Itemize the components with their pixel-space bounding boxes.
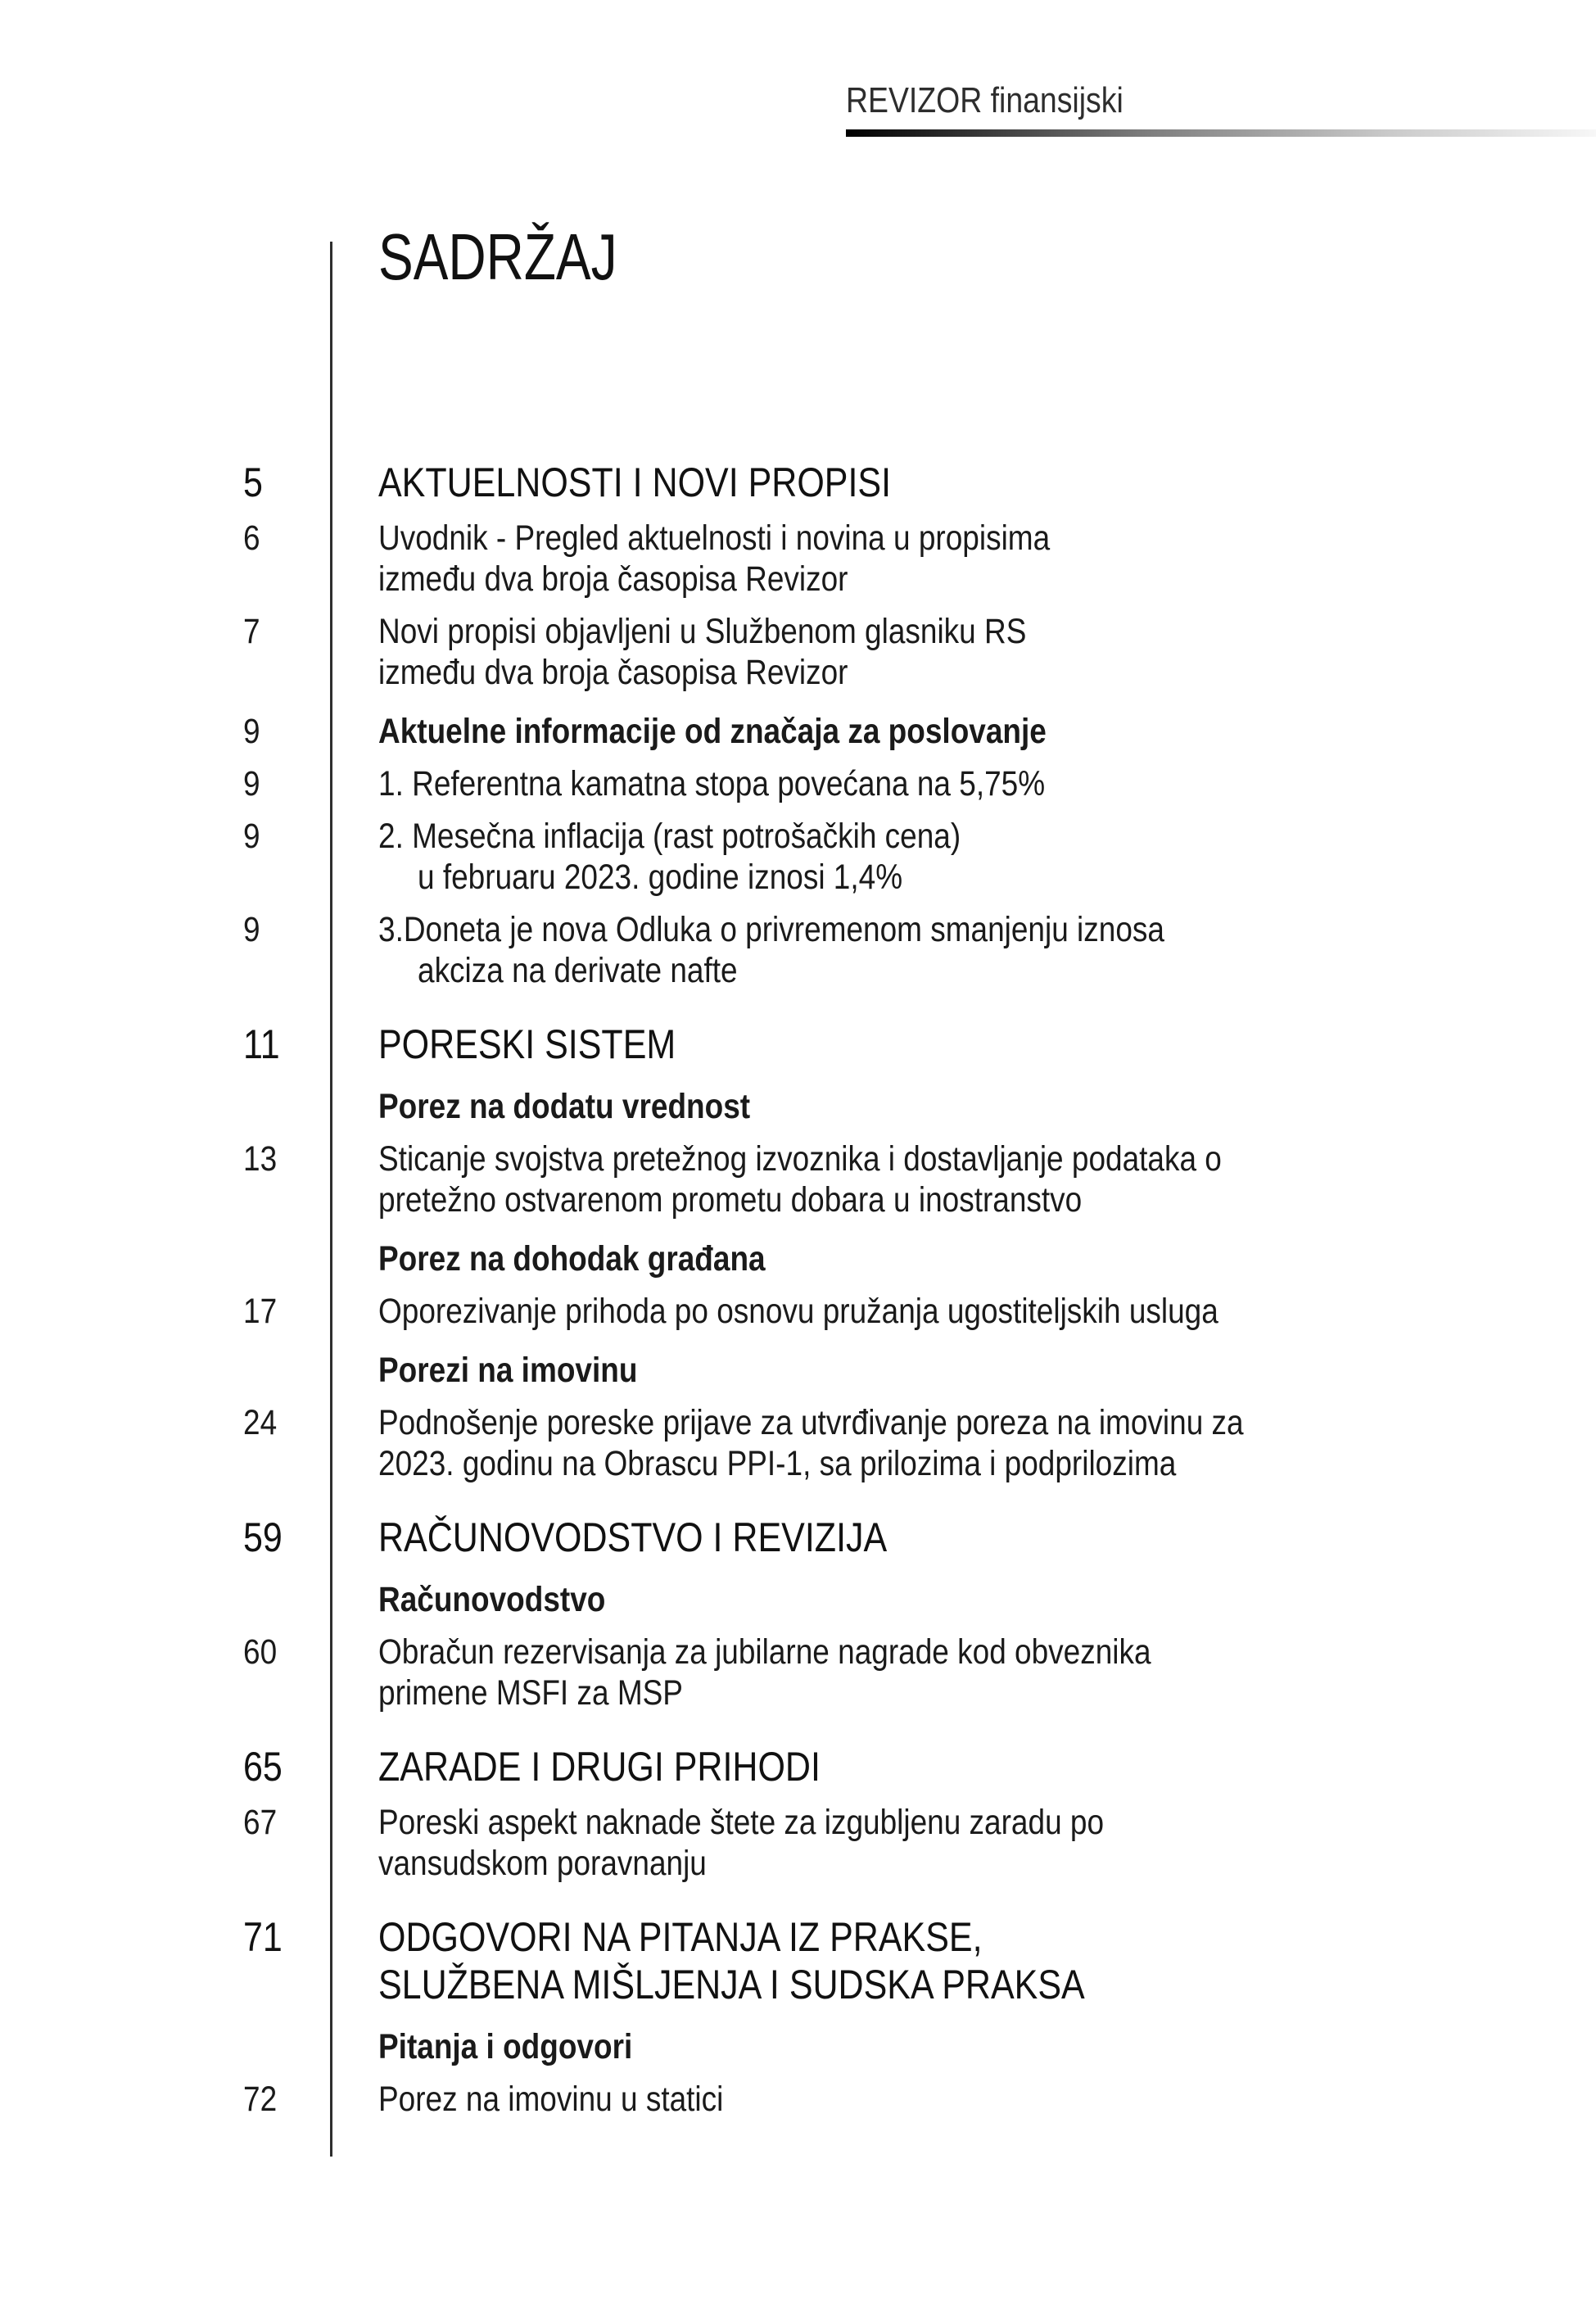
toc-row	[243, 1514, 1521, 1561]
toc-entry-line	[378, 1138, 1521, 1179]
toc-row	[243, 611, 1521, 693]
toc-page-number-text: 59	[243, 1514, 283, 1560]
toc-page-number	[243, 1743, 378, 1790]
toc-entry-line-text: Porez na imovinu u statici	[378, 2080, 724, 2119]
toc-entry-line	[378, 909, 1521, 950]
toc-entry	[378, 2079, 1521, 2120]
toc-page-number-text: 9	[243, 764, 260, 803]
toc-row	[243, 1086, 1521, 1127]
toc-entry-line	[378, 518, 1521, 559]
toc-entry-line-text: ZARADE I DRUGI PRIHODI	[378, 1744, 821, 1790]
toc-entry-line-text: Oporezivanje prihoda po osnovu pružanja ugostiteljskih usluga	[378, 1292, 1218, 1331]
toc-page-number	[243, 1291, 378, 1332]
toc-entry-line	[378, 559, 1521, 600]
toc-entry-line	[418, 950, 1521, 991]
toc-page-number	[243, 1238, 378, 1279]
toc-entry	[378, 459, 1521, 506]
header-brand	[846, 80, 1173, 121]
toc-entry-line-text: SLUŽBENA MIŠLJENJA I SUDSKA PRAKSA	[378, 1962, 1085, 2007]
toc-page-number	[243, 1579, 378, 1620]
toc-row	[243, 2079, 1521, 2120]
toc-page-number-text: 24	[243, 1403, 278, 1442]
toc-row	[243, 816, 1521, 898]
toc-page-number	[243, 611, 378, 652]
toc-entry-line-text: PORESKI SISTEM	[378, 1021, 676, 1067]
toc-row	[243, 1913, 1521, 2008]
toc-entry-line	[378, 1443, 1521, 1484]
header-brand-text: REVIZOR finansijski	[846, 80, 1124, 120]
toc-page-number	[243, 2026, 378, 2067]
toc-entry-line-text: akciza na derivate nafte	[418, 951, 738, 990]
toc-entry-line-text: u februaru 2023. godine iznosi 1,4%	[418, 858, 903, 897]
toc-entry	[378, 1632, 1521, 1713]
toc-entry-line-text: Uvodnik - Pregled aktuelnosti i novina u propisima	[378, 518, 1051, 558]
toc-row	[243, 1350, 1521, 1391]
toc-page-number-text: 9	[243, 817, 260, 856]
toc-page-number	[243, 518, 378, 559]
toc-entry-line	[378, 1843, 1521, 1884]
toc-entry-line	[378, 1238, 1521, 1279]
toc-page-number	[243, 1802, 378, 1843]
toc-entry-line-text: Pitanja i odgovori	[378, 2027, 633, 2066]
toc-page-number-text: 7	[243, 612, 260, 651]
table-of-contents	[243, 459, 1521, 2120]
toc-entry-line	[378, 1402, 1521, 1443]
toc-page-number-text: 72	[243, 2080, 278, 2119]
toc-entry	[378, 1086, 1521, 1127]
toc-entry-line	[378, 711, 1521, 752]
toc-page-number-text: 60	[243, 1632, 278, 1672]
toc-entry-line	[378, 1802, 1521, 1843]
toc-entry-line-text: 2023. godinu na Obrascu PPI-1, sa prilozima i podprilozima	[378, 1444, 1177, 1483]
toc-entry-line-text: Obračun rezervisanja za jubilarne nagrade kod obveznika	[378, 1632, 1151, 1672]
toc-entry	[378, 909, 1521, 991]
toc-entry-line	[378, 763, 1521, 804]
toc-entry	[378, 518, 1521, 600]
toc-page-number-text: 9	[243, 712, 260, 751]
toc-page-number	[243, 763, 378, 804]
toc-row	[243, 1291, 1521, 1332]
toc-row	[243, 1021, 1521, 1068]
toc-entry-line	[378, 1291, 1521, 1332]
toc-entry	[378, 1350, 1521, 1391]
toc-entry-line	[378, 1514, 1521, 1561]
toc-row	[243, 1138, 1521, 1220]
toc-entry-line-text: Porezi na imovinu	[378, 1351, 638, 1390]
toc-entry	[378, 711, 1521, 752]
toc-entry-line	[378, 2026, 1521, 2067]
page-title	[378, 221, 677, 293]
toc-entry-line-text: Porez na dodatu vrednost	[378, 1087, 751, 1126]
toc-entry	[378, 1743, 1521, 1790]
toc-entry-line	[418, 857, 1521, 898]
toc-entry-line	[378, 1086, 1521, 1127]
toc-page-number	[243, 2079, 378, 2120]
toc-page-number-text: 67	[243, 1803, 278, 1842]
toc-entry-line-text: Aktuelne informacije od značaja za poslovanje	[378, 712, 1047, 751]
toc-page-number-text: 65	[243, 1744, 283, 1790]
toc-entry-line-text: između dva broja časopisa Revizor	[378, 653, 848, 692]
toc-entry	[378, 1291, 1521, 1332]
toc-entry-line-text: Sticanje svojstva pretežnog izvoznika i dostavljanje podataka o	[378, 1139, 1222, 1179]
toc-entry-line-text: Novi propisi objavljeni u Službenom glasniku RS	[378, 612, 1027, 651]
toc-entry	[378, 763, 1521, 804]
toc-page-number	[243, 816, 378, 857]
toc-page-number-text: 71	[243, 1914, 283, 1960]
toc-entry-line	[378, 652, 1521, 693]
toc-entry-line-text: AKTUELNOSTI I NOVI PROPISI	[378, 459, 892, 505]
toc-entry-line-text: Porez na dohodak građana	[378, 1239, 766, 1279]
page-title-text: SADRŽAJ	[378, 220, 617, 293]
toc-page-number	[243, 1632, 378, 1672]
toc-page-number	[243, 1138, 378, 1179]
toc-page-number	[243, 1402, 378, 1443]
toc-entry-line-text: 2. Mesečna inflacija (rast potrošačkih cena)	[378, 817, 961, 856]
toc-page-number	[243, 1350, 378, 1391]
toc-entry-line	[378, 1672, 1521, 1713]
toc-entry-line	[378, 1579, 1521, 1620]
toc-row	[243, 1743, 1521, 1790]
toc-entry-line-text: pretežno ostvarenom prometu dobara u inostranstvo	[378, 1180, 1083, 1220]
toc-entry-line-text: Poreski aspekt naknade štete za izgubljenu zaradu po	[378, 1803, 1105, 1842]
toc-entry	[378, 1402, 1521, 1484]
toc-row	[243, 909, 1521, 991]
toc-entry	[378, 1913, 1521, 2008]
toc-entry	[378, 2026, 1521, 2067]
toc-entry-line	[378, 1179, 1521, 1220]
toc-entry-line-text: ODGOVORI NA PITANJA IZ PRAKSE,	[378, 1914, 983, 1960]
toc-page-number	[243, 711, 378, 752]
toc-row	[243, 1238, 1521, 1279]
toc-entry-line	[378, 1632, 1521, 1672]
toc-entry	[378, 1238, 1521, 1279]
toc-page-number-text: 9	[243, 910, 260, 949]
toc-entry-line-text: Podnošenje poreske prijave za utvrđivanje poreza na imovinu za	[378, 1403, 1244, 1442]
toc-entry-line-text: RAČUNOVODSTVO I REVIZIJA	[378, 1514, 888, 1560]
toc-entry-line-text: primene MSFI za MSP	[378, 1673, 683, 1713]
toc-row	[243, 1802, 1521, 1884]
toc-page-number	[243, 1913, 378, 1961]
toc-row	[243, 711, 1521, 752]
toc-entry	[378, 1802, 1521, 1884]
toc-entry-line	[378, 1961, 1521, 2008]
toc-entry	[378, 1579, 1521, 1620]
toc-entry-line-text: 3.Doneta je nova Odluka o privremenom smanjenju iznosa	[378, 910, 1164, 949]
toc-row	[243, 2026, 1521, 2067]
toc-page-number	[243, 1514, 378, 1561]
toc-entry-line	[378, 816, 1521, 857]
toc-entry	[378, 611, 1521, 693]
toc-page-number	[243, 1086, 378, 1127]
toc-entry-line	[378, 1913, 1521, 1961]
toc-row	[243, 1632, 1521, 1713]
toc-page-number	[243, 459, 378, 506]
toc-entry-line	[378, 611, 1521, 652]
toc-entry	[378, 1021, 1521, 1068]
toc-entry-line	[378, 459, 1521, 506]
toc-row	[243, 1402, 1521, 1484]
toc-row	[243, 1579, 1521, 1620]
toc-page-number-text: 5	[243, 459, 263, 505]
toc-entry-line	[378, 1743, 1521, 1790]
toc-row	[243, 459, 1521, 506]
header-gradient-rule	[846, 129, 1596, 137]
toc-entry-line	[378, 1350, 1521, 1391]
toc-entry-line-text: vansudskom poravnanju	[378, 1844, 707, 1883]
toc-page-number-text: 17	[243, 1292, 278, 1331]
toc-entry	[378, 816, 1521, 898]
toc-entry-line	[378, 1021, 1521, 1068]
toc-row	[243, 763, 1521, 804]
toc-entry	[378, 1138, 1521, 1220]
toc-entry	[378, 1514, 1521, 1561]
toc-entry-line	[378, 2079, 1521, 2120]
toc-page-number-text: 13	[243, 1139, 278, 1179]
toc-row	[243, 518, 1521, 600]
toc-entry-line-text: između dva broja časopisa Revizor	[378, 559, 848, 599]
toc-entry-line-text: 1. Referentna kamatna stopa povećana na 5,75%	[378, 764, 1046, 803]
toc-page-number-text: 6	[243, 518, 260, 558]
toc-page-number	[243, 1021, 378, 1068]
toc-page-number-text: 11	[243, 1021, 280, 1067]
toc-entry-line-text: Računovodstvo	[378, 1580, 606, 1619]
toc-page-number	[243, 909, 378, 950]
